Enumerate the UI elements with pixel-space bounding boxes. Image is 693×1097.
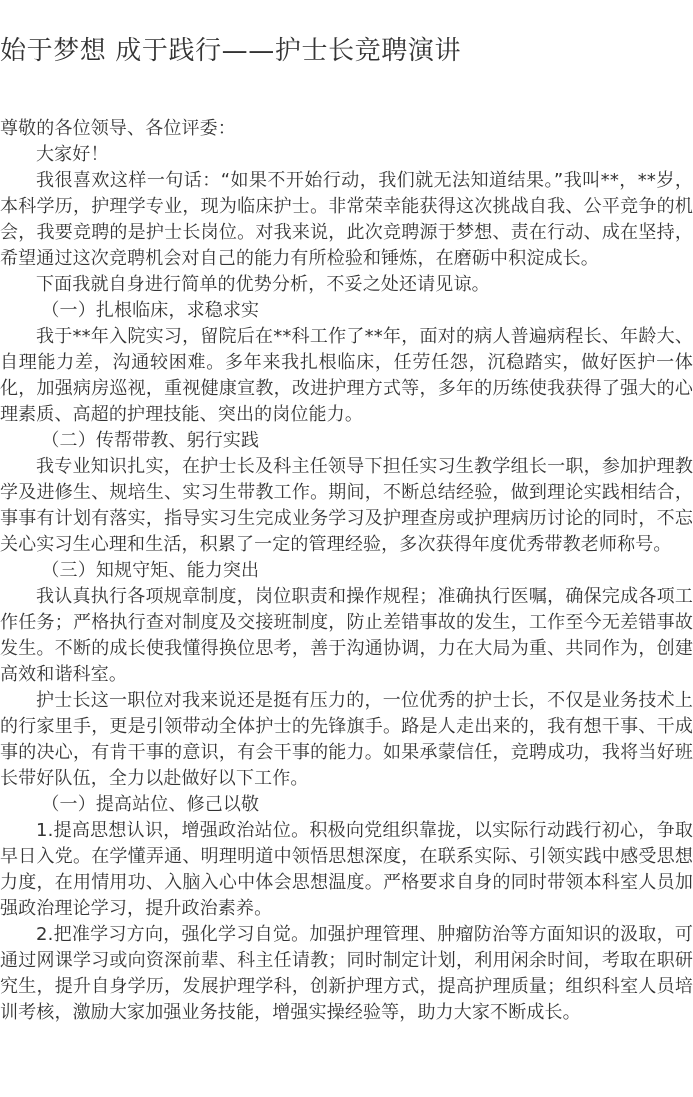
analysis-intro-paragraph: 下面我就自身进行简单的优势分析，不妥之处还请见谅。: [36, 274, 490, 295]
plan-item-1: 1.提高思想认识，增强政治站位。积极向党组织靠拢，以实际行动践行初心，争取早日入党。在学懂弄通、明理明道中领悟思想深度，在联系实际、引领实践中感受思想力度，在用情用功、入脑入心中体会思想温度。严格要求自身的同时带领本科室人员加强政治理论学习，提升政治素养。: [0, 820, 693, 919]
section-heading-2: （二）传帮带教、躬行实践: [41, 430, 260, 451]
greeting: 大家好！: [36, 144, 109, 165]
section-paragraph-2: 我专业知识扎实，在护士长及科主任领导下担任实习生教学组长一职，参加护理教学及进修生、规培生、实习生带教工作。期间，不断总结经验，做到理论实践相结合，事事有计划有落实，指导实习生完成业务学习及护理查房或护理病历讨论的同时，不忘关心实习生心理和生活，积累了一定的管理经验，多次获得年度优秀带教老师称号。: [0, 456, 693, 555]
section-paragraph-1: 我于**年入院实习，留院后在**科工作了**年，面对的病人普遍病程长、年龄大、自理能力差，沟通较困难。多年来我扎根临床，任劳任怨，沉稳踏实，做好医护一体化，加强病房巡视，重视健康宣教，改进护理方式等，多年的历练使我获得了强大的心理素质、高超的护理技能、突出的岗位能力。: [0, 326, 693, 425]
plan-heading-1: （一）提高站位、修己以敬: [41, 794, 260, 815]
plan-item-2: 2.把准学习方向，强化学习自觉。加强护理管理、肿瘤防治等方面知识的汲取，可通过网课学习或向资深前辈、科主任请教；同时制定计划，利用闲余时间，考取在职研究生，提升自身学历，发展护理学科，创新护理方式，提高护理质量；组织科室人员培训考核，激励大家加强业务技能，增强实操经验等，助力大家不断成长。: [0, 924, 693, 1023]
article-body: [0, 116, 693, 1026]
section-heading-3: （三）知规守矩、能力突出: [41, 560, 260, 581]
section-paragraph-3: 我认真执行各项规章制度，岗位职责和操作规程；准确执行医嘱，确保完成各项工作任务；严格执行查对制度及交接班制度，防止差错事故的发生，工作至今无差错事故发生。不断的成长使我懂得换位思考，善于沟通协调，力在大局为重、共同作为，创建高效和谐科室。: [0, 586, 693, 685]
page-title: 始于梦想 成于践行——护士长竞聘演讲: [0, 36, 462, 66]
transition-paragraph: 护士长这一职位对我来说还是挺有压力的，一位优秀的护士长，不仅是业务技术上的行家里手，更是引领带动全体护士的先锋旗手。路是人走出来的，我有想干事、干成事的决心，有肯干事的意识，有会干事的能力。如果承蒙信任，竞聘成功，我将当好班长带好队伍，全力以赴做好以下工作。: [0, 690, 693, 789]
section-heading-1: （一）扎根临床，求稳求实: [41, 300, 260, 321]
salutation: 尊敬的各位领导、各位评委：: [0, 118, 236, 139]
intro-paragraph: 我很喜欢这样一句话：“如果不开始行动，我们就无法知道结果。”我叫**，**岁，本科学历，护理学专业，现为临床护士。非常荣幸能获得这次挑战自我、公平竞争的机会，我要竞聘的是护士长岗位。对我来说，此次竞聘源于梦想、责在行动、成在坚持，希望通过这次竞聘机会对自己的能力有所检验和锤炼，在磨砺中积淀成长。: [0, 170, 693, 269]
